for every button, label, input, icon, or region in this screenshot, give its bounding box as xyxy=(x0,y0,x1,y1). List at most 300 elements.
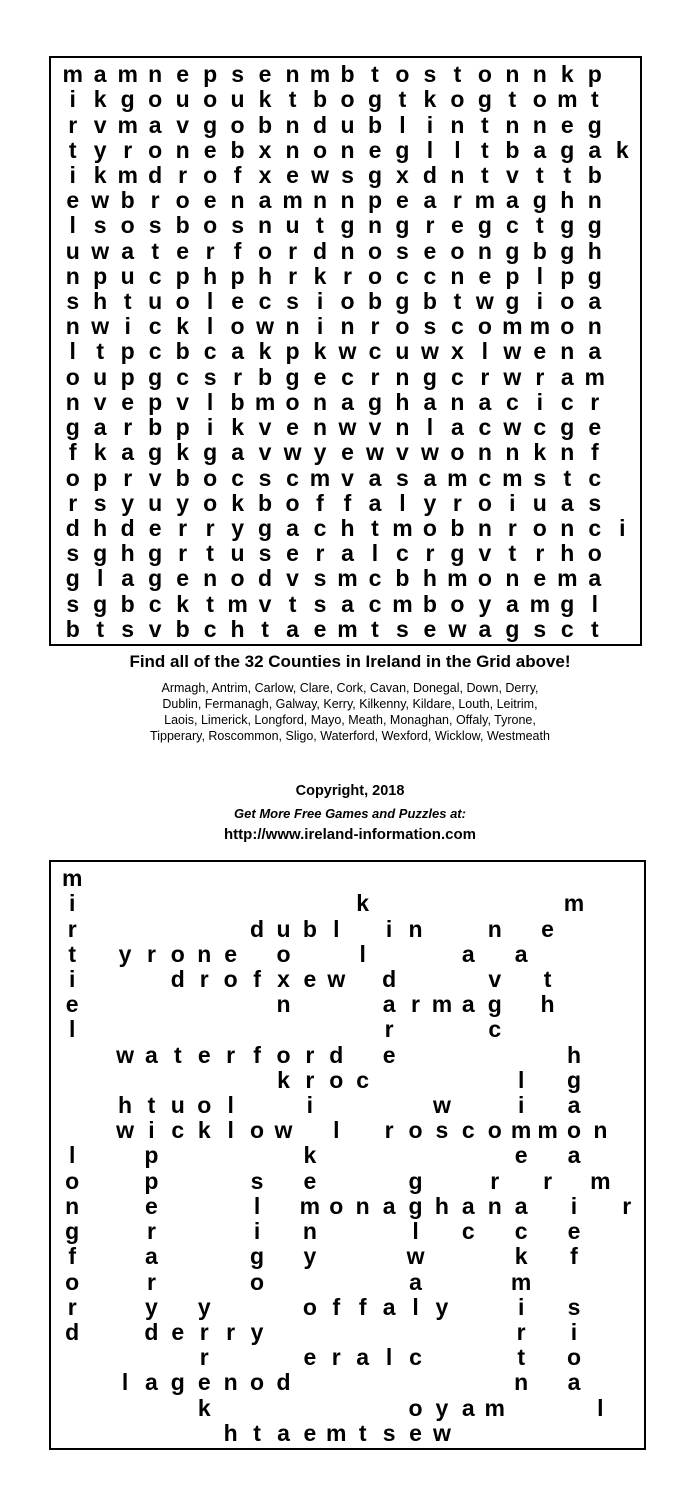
solution-letter-cell xyxy=(217,1219,243,1244)
solution-letter-cell xyxy=(244,866,270,891)
puzzle-letter-cell: b xyxy=(505,136,520,163)
solution-letter-cell xyxy=(270,1320,296,1345)
solution-letter-cell xyxy=(297,1269,323,1294)
solution-letter-cell xyxy=(402,1143,428,1168)
solution-letter-cell xyxy=(85,1068,111,1093)
puzzle-letter-cell: c xyxy=(341,363,354,390)
solution-letter-cell: e xyxy=(224,940,238,967)
solution-letter-cell: n xyxy=(408,915,423,942)
puzzle-letter-cell: k xyxy=(313,338,327,365)
solution-letter-cell: w xyxy=(116,1117,134,1144)
puzzle-letter-cell: r xyxy=(425,540,435,567)
solution-letter-cell xyxy=(217,916,243,941)
puzzle-letter-cell: s xyxy=(533,615,547,642)
solution-letter-cell xyxy=(85,1194,111,1219)
puzzle-letter-cell: r xyxy=(123,464,133,491)
puzzle-letter-cell: o xyxy=(65,464,80,491)
puzzle-letter-cell xyxy=(609,491,636,516)
puzzle-letter-cell: l xyxy=(206,313,214,340)
solution-letter-cell xyxy=(402,1017,428,1042)
puzzle-letter-cell: g xyxy=(422,363,437,390)
puzzle-letter-cell: g xyxy=(258,515,273,542)
puzzle-letter-cell: a xyxy=(121,439,135,466)
solution-letter-cell: a xyxy=(145,1243,158,1270)
solution-letter-cell xyxy=(349,1396,375,1421)
puzzle-letter-cell: l xyxy=(206,288,214,315)
puzzle-letter-cell: n xyxy=(450,111,465,138)
puzzle-letter-cell: n xyxy=(505,565,520,592)
puzzle-letter-cell: h xyxy=(395,388,410,415)
puzzle-letter-cell: d xyxy=(120,515,135,542)
solution-letter-cell xyxy=(244,992,270,1017)
puzzle-letter-cell: l xyxy=(481,338,489,365)
puzzle-letter-cell: b xyxy=(65,615,80,642)
copyright-text: Copyright, 2018 xyxy=(295,783,405,799)
solution-letter-cell xyxy=(165,1143,191,1168)
puzzle-letter-cell: v xyxy=(258,590,272,617)
solution-letter-cell xyxy=(112,1194,138,1219)
solution-letter-cell xyxy=(587,1320,613,1345)
solution-letter-cell xyxy=(534,1269,560,1294)
puzzle-letter-cell: t xyxy=(371,515,379,542)
puzzle-letter-cell: f xyxy=(233,237,242,264)
puzzle-letter-cell: c xyxy=(588,515,602,542)
puzzle-letter-cell: g xyxy=(560,414,575,441)
solution-letter-cell: a xyxy=(567,1092,581,1119)
puzzle-letter-cell: y xyxy=(313,439,327,466)
solution-letter-cell: c xyxy=(356,1066,370,1093)
puzzle-letter-cell: m xyxy=(309,61,331,88)
solution-letter-cell: r xyxy=(199,965,209,992)
puzzle-letter-cell: c xyxy=(560,615,574,642)
solution-letter-cell xyxy=(614,1345,640,1370)
solution-letter-cell xyxy=(217,891,243,916)
county-list-line: Dublin, Fermanagh, Galway, Kerry, Kilkenny, Kildare, Louth, Leitrim, xyxy=(162,697,538,711)
puzzle-letter-cell: v xyxy=(176,388,190,415)
solution-letter-cell: r xyxy=(516,1319,526,1346)
puzzle-letter-cell: k xyxy=(231,414,244,441)
solution-letter-cell: y xyxy=(303,1243,317,1270)
solution-letter-cell xyxy=(323,942,349,967)
puzzle-letter-cell: g xyxy=(587,262,602,289)
solution-letter-cell xyxy=(402,891,428,916)
puzzle-letter-cell: b xyxy=(120,590,135,617)
puzzle-letter-cell: l xyxy=(371,540,379,567)
puzzle-letter-cell: c xyxy=(313,515,327,542)
solution-letter-cell xyxy=(165,916,191,941)
solution-letter-cell xyxy=(429,967,455,992)
solution-letter-cell xyxy=(191,891,217,916)
puzzle-letter-cell: a xyxy=(258,187,272,214)
solution-letter-cell: l xyxy=(597,1394,604,1421)
puzzle-letter-cell: e xyxy=(176,61,190,88)
puzzle-letter-cell: i xyxy=(536,388,544,415)
solution-letter-cell: n xyxy=(302,1218,317,1245)
puzzle-letter-cell xyxy=(609,440,636,465)
puzzle-letter-cell xyxy=(609,264,636,289)
puzzle-letter-cell: w xyxy=(448,615,467,642)
puzzle-letter-cell: r xyxy=(178,540,188,567)
solution-letter-cell xyxy=(455,866,481,891)
puzzle-letter-cell: b xyxy=(175,464,190,491)
solution-letter-cell: e xyxy=(303,1419,317,1446)
puzzle-letter-cell: i xyxy=(536,288,544,315)
puzzle-letter-cell: m xyxy=(392,515,413,542)
solution-letter-cell xyxy=(455,1269,481,1294)
solution-letter-cell: r xyxy=(226,1041,236,1068)
solution-letter-cell xyxy=(534,866,560,891)
solution-letter-cell xyxy=(587,1421,613,1446)
puzzle-letter-cell: n xyxy=(148,61,163,88)
puzzle-letter-cell: o xyxy=(120,212,135,239)
solution-letter-cell xyxy=(614,1118,640,1143)
puzzle-letter-cell: u xyxy=(340,111,355,138)
puzzle-letter-cell: y xyxy=(231,515,244,542)
puzzle-letter-cell: a xyxy=(560,489,574,516)
solution-letter-cell xyxy=(482,1295,508,1320)
solution-letter-cell xyxy=(85,916,111,941)
solution-letter-cell: r xyxy=(67,915,77,942)
solution-letter-cell xyxy=(402,1370,428,1395)
puzzle-letter-cell: u xyxy=(285,212,300,239)
solution-letter-cell xyxy=(349,1370,375,1395)
puzzle-grid-board xyxy=(49,56,642,646)
solution-letter-cell: n xyxy=(514,1369,529,1396)
puzzle-letter-cell: k xyxy=(176,313,190,340)
puzzle-letter-cell: w xyxy=(503,363,522,390)
solution-letter-cell xyxy=(587,1194,613,1219)
solution-letter-cell: e xyxy=(197,1041,211,1068)
solution-letter-cell xyxy=(191,1194,217,1219)
puzzle-letter-cell: w xyxy=(475,288,494,315)
solution-letter-cell: l xyxy=(253,1192,261,1219)
puzzle-letter-cell: l xyxy=(399,111,406,138)
puzzle-letter-cell: b xyxy=(258,363,273,390)
solution-letter-cell: f xyxy=(253,965,261,992)
puzzle-letter-cell: h xyxy=(560,187,575,214)
puzzle-letter-cell: a xyxy=(93,414,107,441)
solution-letter-cell: r xyxy=(199,1319,209,1346)
puzzle-letter-cell: c xyxy=(505,212,519,239)
puzzle-letter-cell: n xyxy=(285,313,300,340)
solution-letter-cell xyxy=(429,1320,455,1345)
puzzle-letter-cell: r xyxy=(123,136,133,163)
solution-letter-cell xyxy=(482,1068,508,1093)
puzzle-letter-cell: e xyxy=(560,111,574,138)
puzzle-letter-cell: e xyxy=(203,187,217,214)
solution-letter-cell: k xyxy=(303,1142,317,1169)
puzzle-letter-cell: d xyxy=(312,111,328,138)
solution-letter-cell xyxy=(85,967,111,992)
solution-letter-cell: m xyxy=(510,1117,532,1144)
solution-letter-cell xyxy=(614,891,640,916)
puzzle-letter-cell: o xyxy=(203,464,218,491)
puzzle-letter-cell: f xyxy=(343,489,352,516)
puzzle-letter-cell: a xyxy=(121,565,135,592)
solution-letter-cell xyxy=(217,866,243,891)
puzzle-letter-cell: d xyxy=(422,161,437,188)
puzzle-letter-cell xyxy=(609,239,636,264)
puzzle-letter-cell: n xyxy=(587,187,602,214)
solution-letter-cell: o xyxy=(170,940,185,967)
solution-letter-cell: s xyxy=(382,1419,396,1446)
solution-letter-cell xyxy=(112,1244,138,1269)
solution-letter-cell: a xyxy=(382,1293,396,1320)
solution-letter-cell xyxy=(561,1396,587,1421)
solution-letter-cell xyxy=(614,1320,640,1345)
puzzle-letter-cell: c xyxy=(560,388,574,415)
puzzle-letter-cell: g xyxy=(367,86,382,113)
solution-letter-cell xyxy=(217,1269,243,1294)
solution-letter-cell xyxy=(112,916,138,941)
solution-letter-cell xyxy=(349,992,375,1017)
solution-letter-cell xyxy=(191,1068,217,1093)
solution-letter-cell xyxy=(191,1421,217,1446)
solution-letter-cell xyxy=(482,1244,508,1269)
site-url-link[interactable]: http://www.ireland-information.com xyxy=(224,826,476,843)
solution-letter-cell xyxy=(165,1068,191,1093)
puzzle-letter-cell: r xyxy=(68,489,78,516)
solution-letter-cell: n xyxy=(593,1117,608,1144)
puzzle-letter-cell: g xyxy=(93,590,108,617)
solution-letter-cell xyxy=(217,1068,243,1093)
solution-letter-cell xyxy=(323,1269,349,1294)
solution-letter-cell xyxy=(587,1017,613,1042)
puzzle-letter-cell: g xyxy=(560,136,575,163)
solution-letter-cell: e xyxy=(541,915,554,942)
puzzle-letter-cell: s xyxy=(396,615,409,642)
solution-letter-cell: l xyxy=(227,1092,234,1119)
puzzle-letter-cell: u xyxy=(175,86,190,113)
solution-letter-cell xyxy=(85,1269,111,1294)
solution-letter-cell: s xyxy=(435,1117,449,1144)
puzzle-letter-cell: c xyxy=(148,313,162,340)
solution-letter-cell: g xyxy=(408,1192,423,1219)
solution-letter-cell xyxy=(85,1370,111,1395)
puzzle-letter-cell: i xyxy=(316,313,324,340)
solution-letter-cell: t xyxy=(68,940,77,967)
puzzle-letter-cell: g xyxy=(505,237,520,264)
solution-letter-cell: a xyxy=(514,1192,528,1219)
puzzle-letter-cell: s xyxy=(93,212,107,239)
puzzle-letter-cell: t xyxy=(481,161,489,188)
puzzle-letter-cell: s xyxy=(533,464,547,491)
solution-letter-cell: i xyxy=(69,890,76,917)
puzzle-letter-cell: o xyxy=(532,515,547,542)
puzzle-letter-cell: o xyxy=(65,363,80,390)
puzzle-letter-cell: l xyxy=(206,388,214,415)
solution-letter-cell: y xyxy=(197,1293,211,1320)
puzzle-letter-cell: u xyxy=(93,363,108,390)
puzzle-letter-cell: g xyxy=(148,565,163,592)
puzzle-letter-cell: a xyxy=(121,237,135,264)
puzzle-letter-cell: k xyxy=(93,439,107,466)
puzzle-letter-cell: r xyxy=(288,237,298,264)
solution-letter-cell xyxy=(614,942,640,967)
solution-letter-cell: w xyxy=(274,1117,293,1144)
solution-letter-cell: k xyxy=(197,1394,211,1421)
solution-letter-cell xyxy=(191,1017,217,1042)
puzzle-letter-cell: t xyxy=(481,111,489,138)
puzzle-letter-cell: h xyxy=(560,540,575,567)
puzzle-letter-cell: m xyxy=(392,590,413,617)
solution-letter-cell: c xyxy=(461,1117,475,1144)
puzzle-letter-cell: e xyxy=(533,338,547,365)
solution-letter-cell: e xyxy=(303,1167,317,1194)
puzzle-letter-cell: n xyxy=(285,111,300,138)
puzzle-letter-cell: e xyxy=(148,515,162,542)
puzzle-letter-cell xyxy=(609,87,636,112)
solution-letter-cell xyxy=(534,1043,560,1068)
puzzle-letter-cell: c xyxy=(478,464,492,491)
solution-letter-cell xyxy=(270,1169,296,1194)
solution-letter-cell: n xyxy=(65,1192,80,1219)
puzzle-letter-cell: k xyxy=(533,439,547,466)
puzzle-letter-cell: l xyxy=(536,262,544,289)
puzzle-letter-cell: a xyxy=(368,489,382,516)
solution-letter-cell xyxy=(429,1269,455,1294)
puzzle-letter-cell: h xyxy=(203,262,218,289)
solution-letter-cell xyxy=(402,1320,428,1345)
solution-letter-cell xyxy=(349,866,375,891)
solution-letter-cell xyxy=(534,1017,560,1042)
solution-letter-cell xyxy=(297,891,323,916)
puzzle-letter-cell: n xyxy=(175,136,190,163)
solution-letter-cell xyxy=(429,891,455,916)
solution-letter-cell xyxy=(297,1320,323,1345)
puzzle-letter-cell: w xyxy=(256,313,274,340)
solution-letter-cell: y xyxy=(250,1319,264,1346)
puzzle-letter-cell: p xyxy=(285,338,300,365)
puzzle-letter-cell xyxy=(609,62,636,87)
solution-letter-cell xyxy=(402,866,428,891)
solution-letter-cell xyxy=(297,992,323,1017)
solution-letter-cell: d xyxy=(144,1319,159,1346)
puzzle-letter-cell: w xyxy=(503,414,522,441)
solution-letter-cell xyxy=(455,1320,481,1345)
solution-letter-cell: l xyxy=(385,1344,393,1371)
puzzle-letter-cell: r xyxy=(343,262,352,289)
solution-letter-cell xyxy=(508,992,534,1017)
puzzle-letter-cell: b xyxy=(395,565,410,592)
puzzle-letter-cell: n xyxy=(395,414,410,441)
solution-letter-cell: r xyxy=(543,1167,553,1194)
solution-letter-cell xyxy=(482,866,508,891)
solution-letter-cell xyxy=(508,891,534,916)
solution-letter-cell: f xyxy=(332,1293,341,1320)
solution-letter-cell xyxy=(402,942,428,967)
solution-letter-cell xyxy=(429,1244,455,1269)
solution-letter-cell xyxy=(429,1043,455,1068)
solution-letter-cell xyxy=(165,1421,191,1446)
solution-letter-cell: m xyxy=(537,1117,558,1144)
solution-letter-cell xyxy=(59,1068,85,1093)
puzzle-letter-cell: w xyxy=(366,439,384,466)
solution-letter-cell: e xyxy=(567,1218,581,1245)
solution-letter-cell: e xyxy=(409,1419,422,1446)
puzzle-letter-cell: r xyxy=(535,540,545,567)
solution-grid-board xyxy=(49,860,646,1450)
puzzle-letter-cell: a xyxy=(341,590,354,617)
puzzle-letter-cell: o xyxy=(340,86,355,113)
solution-letter-cell xyxy=(349,1219,375,1244)
puzzle-letter-cell: v xyxy=(93,388,107,415)
solution-letter-cell xyxy=(165,992,191,1017)
solution-letter-cell xyxy=(455,916,481,941)
solution-letter-cell: i xyxy=(517,1293,525,1320)
solution-letter-grid xyxy=(59,866,640,1446)
puzzle-letter-cell: p xyxy=(120,363,135,390)
puzzle-letter-cell: h xyxy=(258,262,273,289)
solution-letter-cell xyxy=(429,1017,455,1042)
solution-letter-cell xyxy=(402,1068,428,1093)
solution-letter-cell xyxy=(165,1396,191,1421)
solution-letter-cell xyxy=(191,1169,217,1194)
solution-letter-cell xyxy=(112,1017,138,1042)
puzzle-letter-cell: r xyxy=(150,187,160,214)
puzzle-letter-cell: n xyxy=(505,111,520,138)
puzzle-letter-cell: g xyxy=(587,111,602,138)
solution-letter-cell xyxy=(587,891,613,916)
solution-letter-cell xyxy=(85,1320,111,1345)
puzzle-letter-cell: o xyxy=(258,237,273,264)
solution-letter-cell xyxy=(534,1068,560,1093)
solution-letter-cell: m xyxy=(61,865,83,892)
solution-letter-cell xyxy=(587,916,613,941)
solution-letter-cell xyxy=(376,1396,402,1421)
solution-letter-cell: m xyxy=(510,1268,532,1295)
puzzle-letter-cell: l xyxy=(454,136,461,163)
puzzle-letter-cell: n xyxy=(505,439,520,466)
solution-letter-cell xyxy=(112,992,138,1017)
puzzle-letter-cell xyxy=(609,289,636,314)
puzzle-letter-cell: n xyxy=(340,187,355,214)
puzzle-letter-cell: g xyxy=(120,86,135,113)
solution-letter-cell xyxy=(297,1017,323,1042)
solution-letter-cell xyxy=(112,1219,138,1244)
solution-letter-cell xyxy=(455,1345,481,1370)
solution-letter-cell xyxy=(561,1269,587,1294)
solution-letter-cell: e xyxy=(171,1319,185,1346)
puzzle-letter-cell: m xyxy=(337,565,358,592)
puzzle-letter-cell: o xyxy=(560,313,575,340)
solution-letter-cell xyxy=(614,1421,640,1446)
solution-letter-cell: d xyxy=(65,1319,80,1346)
puzzle-letter-cell: g xyxy=(203,111,218,138)
puzzle-letter-cell: a xyxy=(588,565,602,592)
puzzle-letter-cell: b xyxy=(258,111,273,138)
solution-letter-cell xyxy=(112,1345,138,1370)
puzzle-letter-cell: o xyxy=(175,288,190,315)
solution-letter-cell xyxy=(138,992,164,1017)
puzzle-letter-cell: p xyxy=(505,262,520,289)
solution-letter-cell xyxy=(455,1093,481,1118)
puzzle-letter-cell: e xyxy=(451,212,464,239)
solution-letter-cell xyxy=(614,1370,640,1395)
puzzle-letter-cell: m xyxy=(117,111,138,138)
solution-letter-cell xyxy=(138,1345,164,1370)
puzzle-letter-cell: e xyxy=(286,540,299,567)
puzzle-letter-cell: n xyxy=(477,237,492,264)
solution-letter-cell xyxy=(429,1219,455,1244)
solution-letter-cell xyxy=(191,866,217,891)
puzzle-letter-cell: m xyxy=(227,590,248,617)
solution-letter-cell xyxy=(587,1244,613,1269)
puzzle-letter-cell: m xyxy=(337,615,358,642)
solution-letter-cell: k xyxy=(277,1066,290,1093)
solution-letter-cell xyxy=(112,891,138,916)
puzzle-letter-cell: d xyxy=(258,565,273,592)
